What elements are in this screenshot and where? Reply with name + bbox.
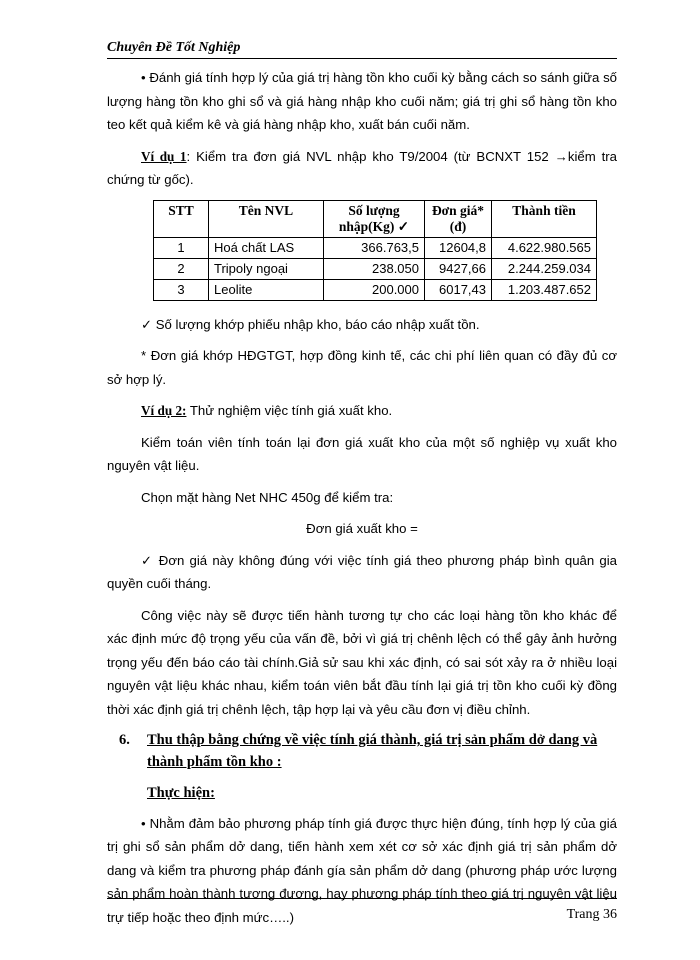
cell-price: 12604,8 (425, 237, 492, 258)
paragraph-recalc: Kiểm toán viên tính toán lại đơn giá xuất kho của một số nghiệp vụ xuất kho nguyên vật liệu. (107, 434, 617, 473)
cell-total: 1.203.487.652 (492, 279, 597, 300)
example-2-text: Thử nghiệm việc tính giá xuất kho. (186, 403, 393, 418)
section-title: Thu thập bằng chứng về việc tính giá thành, giá trị sản phẩm dở dang và thành phẩm tồn kho : (147, 732, 598, 770)
page-number: Trang 36 (566, 907, 617, 922)
example-1-text: : Kiểm tra đơn giá NVL nhập kho T9/2004 (từ BCNXT 152 →kiểm tra chứng từ gốc). (107, 148, 617, 187)
cell-quantity: 366.763,5 (324, 237, 425, 258)
page-header: Chuyên Đề Tốt Nghiệp (107, 40, 617, 59)
section-6-heading (107, 729, 617, 773)
page-footer (107, 898, 617, 923)
check-price: ✓ Đơn giá này không đúng với việc tính giá theo phương pháp bình quân gia quyền cuối tháng. (107, 552, 617, 591)
example-2-label: Ví dụ 2: (141, 403, 187, 418)
cell-total: 2.244.259.034 (492, 258, 597, 279)
col-so-luong: Số lượng nhập(Kg) ✓ (324, 200, 425, 237)
cell-quantity: 238.050 (324, 258, 425, 279)
paragraph-work: Công việc này sẽ được tiến hành tương tự cho các loại hàng tồn kho khác để xác định mức độ trọng yếu của vấn đề, bởi vì giá trị chênh lệch có thể gây ảnh hưởng trọng yếu đến báo cáo tài chính.Giả sử sau khi xác định, có sai sót xảy ra ở nhiều loại nguyên vật liệu khác nhau, kiểm toán viên bắt đầu tính lại giá trị tồn kho cuối kỳ đồng thời xác định giá trị chênh lệch, tập hợp lại và yêu cầu đơn vị điều chỉnh. (107, 607, 617, 717)
cell-stt: 2 (154, 258, 209, 279)
formula: Đơn giá xuất kho = (306, 521, 418, 536)
table-header-row (154, 200, 597, 237)
cell-total: 4.622.980.565 (492, 237, 597, 258)
cell-name: Tripoly ngoại (209, 258, 324, 279)
cell-price: 9427,66 (425, 258, 492, 279)
col-ten-nvl: Tên NVL (209, 200, 324, 237)
cell-quantity: 200.000 (324, 279, 425, 300)
example-1 (107, 145, 617, 192)
note-price: * Đơn giá khớp HĐGTGT, hợp đồng kinh tế, các chi phí liên quan có đầy đủ cơ sở hợp lý. (107, 348, 617, 387)
subheading-text: Thực hiện: (147, 785, 215, 801)
table-row (154, 258, 597, 279)
cell-name: Hoá chất LAS (209, 237, 324, 258)
check-quantity: ✓ Số lượng khớp phiếu nhập kho, báo cáo nhập xuất tồn. (141, 316, 480, 332)
col-thanh-tien: Thành tiền (492, 200, 597, 237)
table-row (154, 237, 597, 258)
subheading-thuc-hien (147, 781, 617, 806)
cell-price: 6017,43 (425, 279, 492, 300)
cell-stt: 3 (154, 279, 209, 300)
materials-table (153, 200, 597, 301)
table-row (154, 279, 597, 300)
page-content (107, 66, 617, 937)
paragraph-wip: • Nhằm đảm bảo phương pháp tính giá được thực hiện đúng, tính hợp lý của giá trị ghi sổ sản phẩm dở dang, tiến hành xem xét cơ sở xác định giá trị sản phẩm dở dang và kiểm tra phương pháp đánh gía sản phẩm dở dang (phương pháp ước lượng sản phẩm hoàn thành tương đương, hay phương pháp tính theo giá trị nguyên vật liệu trự tiếp hoặc theo định mức…..) (107, 815, 617, 925)
example-1-label: Ví dụ 1 (141, 148, 187, 164)
example-2 (107, 399, 617, 423)
cell-stt: 1 (154, 237, 209, 258)
col-stt: STT (154, 200, 209, 237)
paragraph-evaluate: • Đánh giá tính hợp lý của giá trị hàng tồn kho cuối kỳ bằng cách so sánh giữa số lượng hàng tồn kho ghi sổ và giá hàng nhập kho cuối năm; giá trị ghi sổ hàng tồn kho teo kết quả kiểm kê và giá hàng nhập kho, xuất bán cuối năm. (107, 70, 617, 132)
section-number: 6. (119, 732, 130, 748)
cell-name: Leolite (209, 279, 324, 300)
paragraph-select-item: Chọn mặt hàng Net NHC 450g để kiểm tra: (141, 489, 394, 505)
col-don-gia: Đơn giá* (đ) (425, 200, 492, 237)
